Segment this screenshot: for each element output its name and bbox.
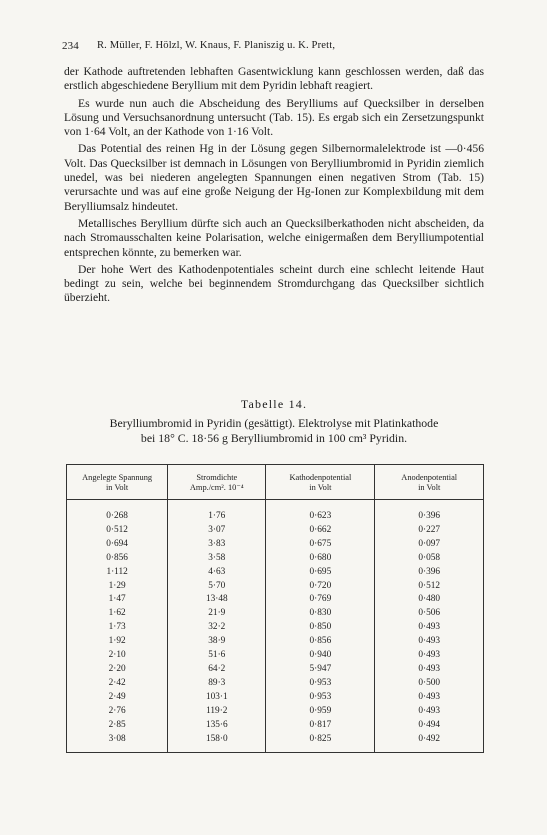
table-cell: 0·953: [266, 677, 375, 691]
table-cell: 0·850: [266, 621, 375, 635]
table-caption-line-2: bei 18° C. 18·56 g Berylliumbromid in 100 cm³ Pyridin.: [140, 431, 408, 445]
table-cell: 0·830: [266, 607, 375, 621]
table-caption-line-1: Berylliumbromid in Pyridin (gesättigt). Elektrolyse mit Platinkathode: [109, 416, 439, 430]
table-cell: 3·08: [67, 733, 168, 753]
paragraph-1: der Kathode auftretenden lebhaften Gasentwicklung kann geschlossen werden, daß das erstlich abgeschiedene Beryllium mit dem Pyridin lebhaft reagiert.: [64, 65, 484, 93]
table-cell: 1·62: [67, 607, 168, 621]
table-cell: 135·6: [168, 719, 266, 733]
table-cell: 3·83: [168, 538, 266, 552]
table-row: [67, 607, 484, 621]
table-cell: 1·112: [67, 566, 168, 580]
table-header-row: [67, 465, 484, 500]
table-cell: 158·0: [168, 733, 266, 753]
table-cell: 38·9: [168, 635, 266, 649]
table-cell: 119·2: [168, 705, 266, 719]
table-cell: 0·662: [266, 524, 375, 538]
table-cell: 2·85: [67, 719, 168, 733]
table-cell: 0·500: [375, 677, 484, 691]
table-cell: 103·1: [168, 691, 266, 705]
table-row: [67, 635, 484, 649]
table-cell: 21·9: [168, 607, 266, 621]
table-cell: 0·694: [67, 538, 168, 552]
table-cell: 1·73: [67, 621, 168, 635]
table-cell: 2·49: [67, 691, 168, 705]
table-cell: 32·2: [168, 621, 266, 635]
table-cell: 0·097: [375, 538, 484, 552]
table-cell: 0·825: [266, 733, 375, 753]
table-row: [67, 593, 484, 607]
table-cell: 0·817: [266, 719, 375, 733]
table-row: [67, 566, 484, 580]
column-header-cathode-potential: Kathodenpotential in Volt: [266, 465, 375, 500]
table-cell: 0·959: [266, 705, 375, 719]
table-cell: 0·396: [375, 566, 484, 580]
paragraph-2: Es wurde nun auch die Abscheidung des Berylliums auf Quecksilber in derselben Lösung und Versuchsanordnung untersucht (Tab. 15). Es ergab sich ein Zersetzungspunkt von 1·64 Volt, an der Kathode von 1·16 Volt.: [64, 96, 484, 139]
table-row: [67, 649, 484, 663]
table-cell: 4·63: [168, 566, 266, 580]
table-cell: 0·268: [67, 510, 168, 524]
table-cell: 0·493: [375, 663, 484, 677]
table-cell: 0·493: [375, 649, 484, 663]
table-row: [67, 538, 484, 552]
table-cell: 0·512: [67, 524, 168, 538]
table-cell: 0·512: [375, 580, 484, 594]
paragraph-3: Das Potential des reinen Hg in der Lösung gegen Silbernormalelektrode ist —0·456 Volt. Das Quecksilber ist demnach in Lösungen von Berylliumbromid in Pyridin ziemlich unedel, was bei niederen angelegten Spannungen einen negativen Strom (Tab. 15) verursachte und was auf eine große Neigung der Hg-Ionen zur Komplexbildung mit dem Berylliumsalz hindeutet.: [64, 142, 484, 213]
table-cell: 0·720: [266, 580, 375, 594]
table-row: [67, 677, 484, 691]
table-row: [67, 719, 484, 733]
table-cell: 1·76: [168, 510, 266, 524]
column-header-applied-voltage: Angelegte Spannung in Volt: [67, 465, 168, 500]
paragraph-4: Metallisches Beryllium dürfte sich auch an Quecksilberkathoden nicht abscheiden, da nach Stromausschalten keine Polarisation, welche einigermaßen dem Berylliumpotential entsprechen könnte, zu bemerken war.: [64, 216, 484, 259]
table-cell: 3·07: [168, 524, 266, 538]
table-cell: 0·493: [375, 635, 484, 649]
running-header: [62, 40, 502, 52]
column-header-anode-potential: Anodenpotential in Volt: [375, 465, 484, 500]
table-row: [67, 663, 484, 677]
table-row: [67, 552, 484, 566]
table-cell: 51·6: [168, 649, 266, 663]
table-row: [67, 733, 484, 753]
table-cell: 0·480: [375, 593, 484, 607]
table-cell: 0·493: [375, 621, 484, 635]
table-cell: 0·506: [375, 607, 484, 621]
table-cell: 64·2: [168, 663, 266, 677]
table-cell: 2·10: [67, 649, 168, 663]
body-text: [64, 65, 484, 309]
table-cell: 1·29: [67, 580, 168, 594]
paragraph-5: Der hohe Wert des Kathodenpotentiales scheint durch eine schlecht leitende Haut bedingt zu sein, welche bei beginnendem Stromdurchgang das Quecksilber sichtlich überzieht.: [64, 262, 484, 305]
table-cell: 13·48: [168, 593, 266, 607]
table-cell: 0·494: [375, 719, 484, 733]
table-row: [67, 510, 484, 524]
table-cell: 0·493: [375, 705, 484, 719]
table-row: [67, 524, 484, 538]
table-cell: 2·42: [67, 677, 168, 691]
table-cell: 0·058: [375, 552, 484, 566]
data-table: [66, 464, 484, 753]
table-cell: 5·947: [266, 663, 375, 677]
table-cell: 0·623: [266, 510, 375, 524]
table-cell: 0·493: [375, 691, 484, 705]
table-cell: 0·856: [266, 635, 375, 649]
table-cell: 1·92: [67, 635, 168, 649]
table-cell: 0·953: [266, 691, 375, 705]
table-cell: 0·940: [266, 649, 375, 663]
table-cell: 0·769: [266, 593, 375, 607]
table-body: [67, 500, 484, 753]
table-cell: 2·20: [67, 663, 168, 677]
table-cell: 89·3: [168, 677, 266, 691]
table-cell: 5·70: [168, 580, 266, 594]
table-row: [67, 691, 484, 705]
table-cell: 0·680: [266, 552, 375, 566]
page-number: 234: [62, 40, 79, 52]
header-authors: R. Müller, F. Hölzl, W. Knaus, F. Planiszig u. K. Prett,: [96, 40, 336, 51]
table-cell: 0·675: [266, 538, 375, 552]
column-header-current-density: Stromdichte Amp./cm². 10⁻⁴: [168, 465, 266, 500]
table-cell: 0·227: [375, 524, 484, 538]
table-cell: 0·492: [375, 733, 484, 753]
table-cell: 1·47: [67, 593, 168, 607]
table-cell: 0·856: [67, 552, 168, 566]
table-row: [67, 580, 484, 594]
table-cell: 2·76: [67, 705, 168, 719]
table-row: [67, 621, 484, 635]
table-title: Tabelle 14.: [240, 397, 308, 411]
table-cell: 0·695: [266, 566, 375, 580]
table-caption: [64, 416, 484, 446]
table-cell: 0·396: [375, 510, 484, 524]
table-cell: 3·58: [168, 552, 266, 566]
table-row: [67, 705, 484, 719]
